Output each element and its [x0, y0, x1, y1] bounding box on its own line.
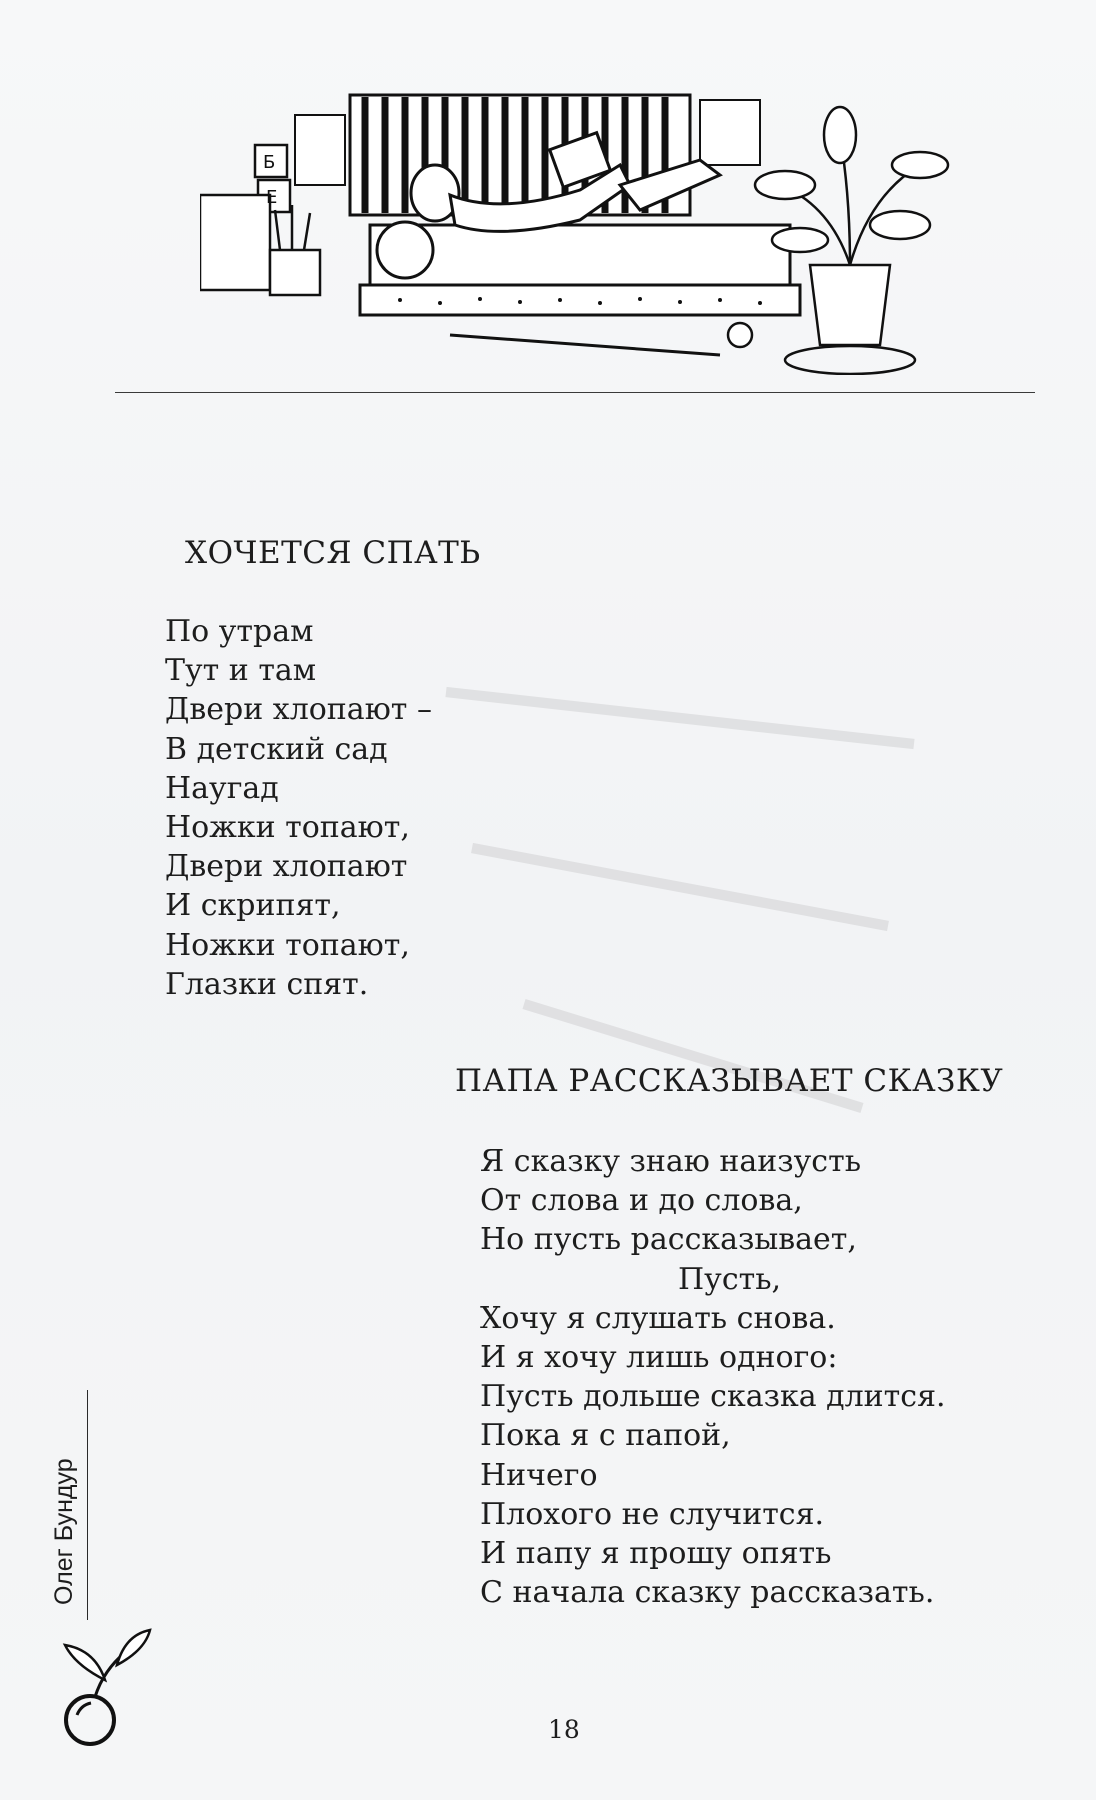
child-reading-on-sofa-illustration	[200, 75, 980, 375]
wall-picture-right	[700, 100, 760, 165]
poem-title: ХОЧЕТСЯ СПАТЬ	[185, 535, 481, 571]
header-divider	[115, 392, 1035, 393]
apple-branch-icon	[55, 1625, 155, 1750]
poem-title: ПАПА РАССКАЗЫВАЕТ СКАЗКУ	[455, 1063, 1004, 1099]
poem-line: Двери хлопают	[165, 849, 408, 885]
poem-line: Ножки топают,	[165, 927, 410, 963]
page-number: 18	[548, 1715, 580, 1744]
poem-line: Плохого не случится.	[480, 1496, 825, 1532]
poem-line: Хочу я слушать снова.	[480, 1300, 836, 1336]
author-name: Олег Бундур	[50, 1458, 78, 1605]
round-pillow	[377, 222, 433, 278]
poem-line: С начала сказку рассказать.	[480, 1575, 935, 1611]
poem-line: Но пусть рассказывает,	[480, 1222, 857, 1258]
svg-text:Е: Е	[266, 187, 278, 208]
poem-line: И скрипят,	[165, 888, 341, 924]
poem-line: Ножки топают,	[165, 810, 410, 846]
poem-line: И папу я прошу опять	[480, 1536, 832, 1572]
poem-body	[165, 612, 432, 1004]
poem-line: Глазки спят.	[165, 966, 369, 1002]
poem-line: Пока я с папой,	[480, 1418, 731, 1454]
pencil-cup	[270, 205, 320, 295]
poem-line: В детский сад	[165, 731, 388, 767]
poem-line: И я хочу лишь одного:	[480, 1340, 838, 1376]
margin-rule	[87, 1390, 88, 1620]
toy-ball	[728, 323, 752, 347]
poem-body	[480, 1142, 946, 1612]
poem-line: Наугад	[165, 770, 279, 806]
poem-line: По утрам	[165, 614, 314, 649]
potted-plant	[755, 107, 948, 374]
poem-line: Тут и там	[165, 653, 317, 689]
poem-line: Я сказку знаю наизусть	[480, 1144, 862, 1179]
poem-line: Двери хлопают –	[165, 692, 432, 728]
poem-line: Пусть дольше сказка длится.	[480, 1379, 946, 1415]
svg-text:Б: Б	[263, 152, 276, 173]
poem-line: Пусть,	[678, 1261, 782, 1297]
poem-line: От слова и до слова,	[480, 1183, 803, 1219]
poem-line: Ничего	[480, 1457, 598, 1493]
wall-picture-left	[295, 115, 345, 185]
